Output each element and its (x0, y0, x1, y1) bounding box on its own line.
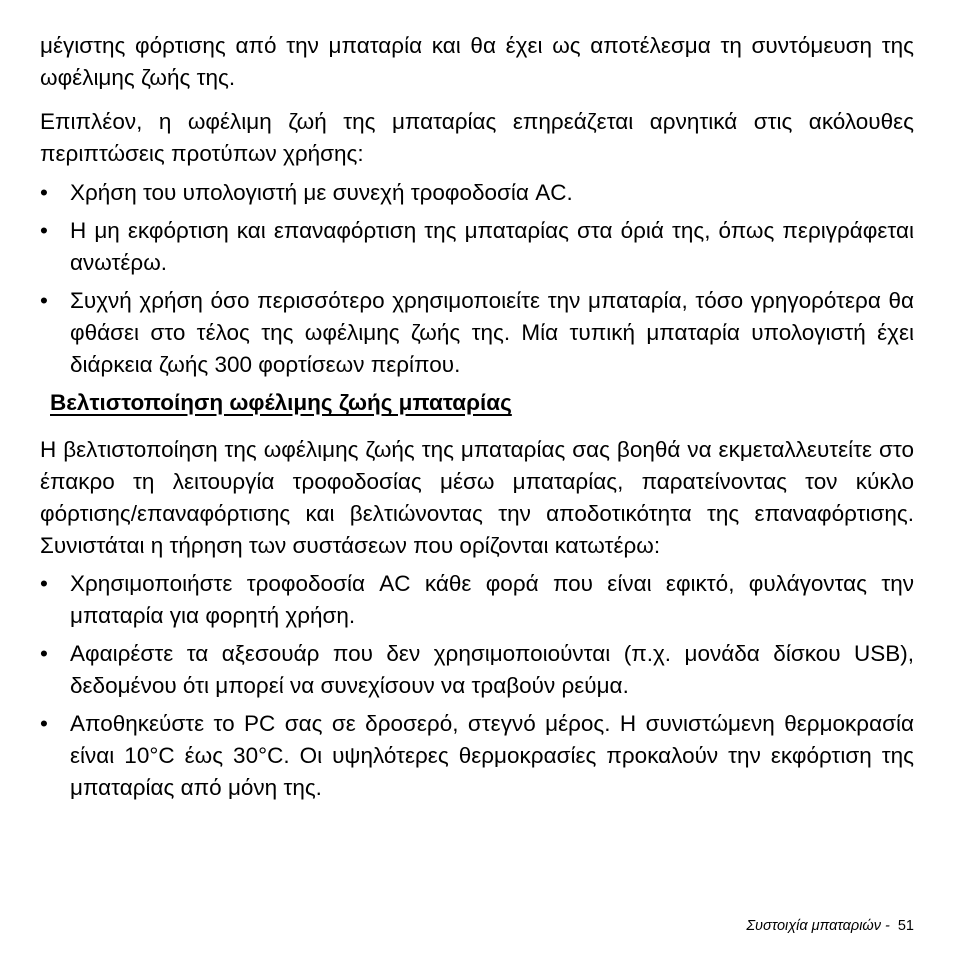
section-heading: Βελτιστοποίηση ωφέλιμης ζωής μπαταρίας (50, 390, 512, 415)
document-page (40, 30, 914, 810)
bullet-icon: • (40, 288, 48, 313)
list-item (40, 285, 914, 381)
list-item (40, 177, 914, 209)
list-item (40, 568, 914, 632)
paragraph-optimization: Η βελτιστοποίηση της ωφέλιμης ζωής της μπαταρίας σας βοηθά να εκμεταλλευτείτε στο έπακρο τη λειτουργία τροφοδοσίας μέσω μπαταρίας, παρατείνοντας τον κύκλο φόρτισης/επαναφόρτισης και βελτιώνοντας την αποδοτικότητα της επαναφόρτισης. Συνιστάται η τήρηση των συστάσεων που ορίζονται κατωτέρω: (40, 437, 914, 558)
recommendations-list (40, 568, 914, 804)
list-item (40, 638, 914, 702)
list-item-text: Αποθηκεύστε το PC σας σε δροσερό, στεγνό μέρος. Η συνιστώμενη θερμοκρασία είναι 10°C έως 30°C. Οι υψηλότερες θερμοκρασίες προκαλούν την εκφόρτιση της μπαταρίας από μόνη της. (70, 711, 914, 800)
bullet-icon: • (40, 571, 48, 596)
list-item-text: Χρησιμοποιήστε τροφοδοσία AC κάθε φορά που είναι εφικτό, φυλάγοντας την μπαταρία για φορητή χρήση. (70, 571, 914, 628)
list-item-text: Χρήση του υπολογιστή με συνεχή τροφοδοσία AC. (70, 180, 573, 205)
paragraph-usage-patterns: Επιπλέον, η ωφέλιμη ζωή της μπαταρίας επηρεάζεται αρνητικά στις ακόλουθες περιπτώσεις προτύπων χρήσης: (40, 109, 914, 166)
bullet-icon: • (40, 180, 48, 205)
paragraph-intro-continuation: μέγιστης φόρτισης από την μπαταρία και θα έχει ως αποτέλεσμα τη συντόμευση της ωφέλιμης ζωής της. (40, 33, 914, 90)
bullet-icon: • (40, 218, 48, 243)
bullet-icon: • (40, 641, 48, 666)
list-item-text: Συχνή χρήση όσο περισσότερο χρησιμοποιείτε την μπαταρία, τόσο γρηγορότερα θα φθάσει στο τέλος της ωφέλιμης ζωής της. Μία τυπική μπαταρία υπολογιστή έχει διάρκεια ζωής 300 φορτίσεων περίπου. (70, 288, 914, 377)
page-footer (746, 916, 914, 936)
list-item (40, 708, 914, 804)
footer-section-title: Συστοιχία μπαταριών - (746, 918, 890, 934)
list-item (40, 215, 914, 279)
usage-patterns-list (40, 177, 914, 381)
list-item-text: Αφαιρέστε τα αξεσουάρ που δεν χρησιμοποιούνται (π.χ. μονάδα δίσκου USB), δεδομένου ότι μπορεί να συνεχίσουν να τραβούν ρεύμα. (70, 641, 914, 698)
list-item-text: Η μη εκφόρτιση και επαναφόρτιση της μπαταρίας στα όριά της, όπως περιγράφεται ανωτέρω. (70, 218, 914, 275)
page-number: 51 (897, 918, 914, 934)
bullet-icon: • (40, 711, 48, 736)
